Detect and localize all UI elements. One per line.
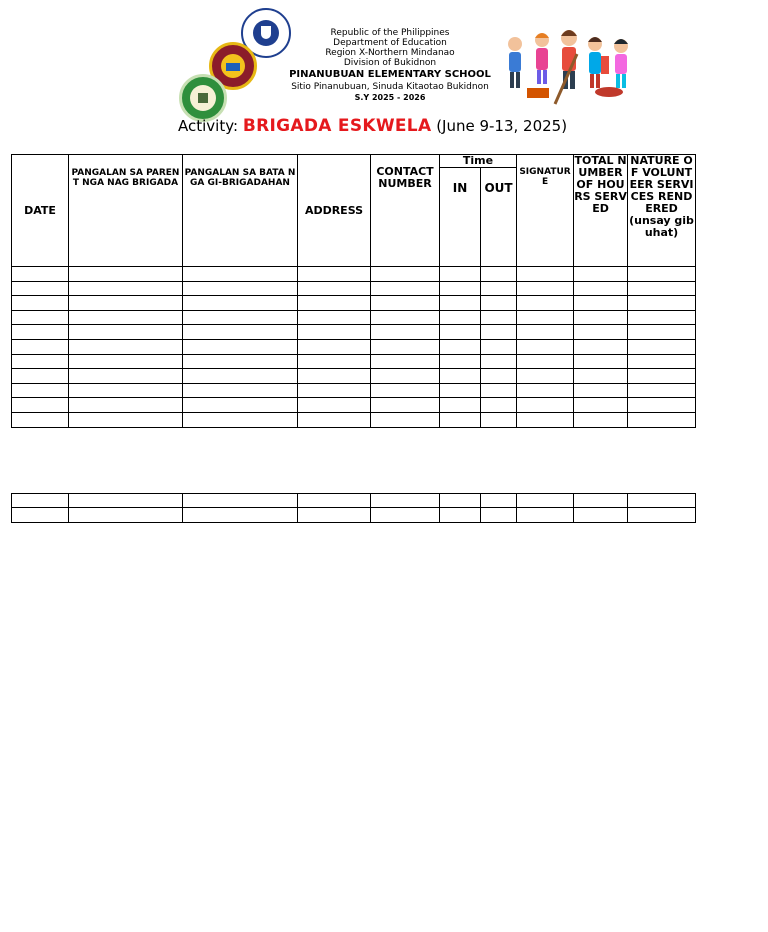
table-cell[interactable]	[517, 310, 574, 325]
brigada-kids-illustration	[497, 26, 647, 110]
table-cell[interactable]	[481, 398, 517, 413]
table-cell[interactable]	[440, 383, 481, 398]
table-cell[interactable]	[298, 310, 371, 325]
table-cell[interactable]	[371, 339, 440, 354]
table-cell[interactable]	[371, 508, 440, 522]
table-cell[interactable]	[12, 369, 69, 384]
table-cell[interactable]	[517, 325, 574, 340]
table-cell[interactable]	[69, 325, 183, 340]
table-cell[interactable]	[183, 296, 298, 311]
table-cell[interactable]	[628, 325, 696, 340]
table-cell[interactable]	[12, 398, 69, 413]
table-cell[interactable]	[517, 494, 574, 508]
table-cell[interactable]	[628, 296, 696, 311]
table-cell[interactable]	[371, 494, 440, 508]
table-cell[interactable]	[298, 354, 371, 369]
table-row	[12, 494, 696, 508]
table-cell[interactable]	[628, 412, 696, 427]
table-cell[interactable]	[481, 354, 517, 369]
col-header-nature	[628, 155, 696, 267]
table-cell[interactable]	[517, 369, 574, 384]
table-cell[interactable]	[481, 508, 517, 522]
table-cell[interactable]	[298, 267, 371, 282]
table-cell[interactable]	[12, 281, 69, 296]
table-cell[interactable]	[371, 310, 440, 325]
table-cell[interactable]	[574, 339, 628, 354]
table-cell[interactable]	[574, 383, 628, 398]
table-cell[interactable]	[183, 267, 298, 282]
table-cell[interactable]	[517, 267, 574, 282]
table-cell[interactable]	[371, 398, 440, 413]
table-cell[interactable]	[12, 267, 69, 282]
table-cell[interactable]	[628, 383, 696, 398]
table-cell[interactable]	[440, 296, 481, 311]
col-header-child: PANGALAN SA BATA NGA GI-BRIGADAHAN	[183, 155, 298, 267]
col-header-time: Time	[440, 155, 517, 168]
table-cell[interactable]	[183, 398, 298, 413]
activity-prefix: Activity:	[178, 117, 239, 135]
col-header-signature: SIGNATURE	[517, 155, 574, 267]
table-cell[interactable]	[183, 310, 298, 325]
nature-note: (unsay gibuhat)	[629, 214, 694, 239]
table-row	[12, 369, 696, 384]
nature-label: NATURE OF VOLUNTEER SERVICES RENDERED	[629, 154, 694, 215]
table-cell[interactable]	[440, 339, 481, 354]
table-cell[interactable]	[517, 339, 574, 354]
activity-name: BRIGADA ESKWELA	[242, 116, 432, 136]
table-cell[interactable]	[298, 369, 371, 384]
table-cell[interactable]	[574, 494, 628, 508]
header-school-address: Sitio Pinanubuan, Sinuda Kitaotao Bukidnon	[291, 82, 489, 92]
table-row	[12, 267, 696, 282]
table-row	[12, 325, 696, 340]
header-department: Department of Education	[333, 38, 447, 48]
table-cell[interactable]	[517, 412, 574, 427]
col-header-time-in: IN	[440, 168, 481, 267]
table-cell[interactable]	[628, 398, 696, 413]
table-row	[12, 398, 696, 413]
table-cell[interactable]	[574, 369, 628, 384]
table-cell[interactable]	[440, 508, 481, 522]
table-cell[interactable]	[183, 281, 298, 296]
table-cell[interactable]	[574, 325, 628, 340]
table-cell[interactable]	[12, 494, 69, 508]
col-header-date: DATE	[12, 155, 69, 267]
header-division: Division of Bukidnon	[343, 58, 437, 68]
table-cell[interactable]	[183, 369, 298, 384]
header-school-year: S.Y 2025 - 2026	[354, 93, 426, 102]
table-cell[interactable]	[481, 412, 517, 427]
table-cell[interactable]	[440, 398, 481, 413]
table-cell[interactable]	[628, 494, 696, 508]
table-cell[interactable]	[440, 325, 481, 340]
table-cell[interactable]	[628, 339, 696, 354]
table-cell[interactable]	[517, 281, 574, 296]
table-cell[interactable]	[440, 310, 481, 325]
table-cell[interactable]	[12, 383, 69, 398]
col-header-parent: PANGALAN SA PARENT NGA NAG BRIGADA	[69, 155, 183, 267]
table-cell[interactable]	[69, 494, 183, 508]
table-cell[interactable]	[69, 508, 183, 522]
table-cell[interactable]	[440, 412, 481, 427]
table-cell[interactable]	[183, 412, 298, 427]
table-cell[interactable]	[628, 508, 696, 522]
table-cell[interactable]	[481, 494, 517, 508]
table-cell[interactable]	[371, 325, 440, 340]
table-cell[interactable]	[298, 296, 371, 311]
table-cell[interactable]	[12, 354, 69, 369]
table-cell[interactable]	[481, 281, 517, 296]
table-row	[12, 281, 696, 296]
table-cell[interactable]	[183, 354, 298, 369]
table-cell[interactable]	[574, 267, 628, 282]
table-cell[interactable]	[69, 354, 183, 369]
table-cell[interactable]	[12, 325, 69, 340]
table-cell[interactable]	[517, 296, 574, 311]
table-cell[interactable]	[481, 383, 517, 398]
table-cell[interactable]	[183, 325, 298, 340]
table-row	[12, 383, 696, 398]
table-cell[interactable]	[440, 369, 481, 384]
table-cell[interactable]	[69, 398, 183, 413]
table-cell[interactable]	[69, 267, 183, 282]
table-cell[interactable]	[440, 267, 481, 282]
table-cell[interactable]	[298, 412, 371, 427]
table-cell[interactable]	[12, 339, 69, 354]
table-cell[interactable]	[574, 296, 628, 311]
col-header-contact: CONTACT NUMBER	[371, 155, 440, 267]
table-cell[interactable]	[298, 508, 371, 522]
table-cell[interactable]	[69, 281, 183, 296]
table-cell[interactable]	[517, 354, 574, 369]
table-cell[interactable]	[371, 383, 440, 398]
col-header-hours: TOTAL NUMBER OF HOURS SERVED	[574, 155, 628, 267]
table-row	[12, 296, 696, 311]
table-cell[interactable]	[183, 494, 298, 508]
col-header-address: ADDRESS	[298, 155, 371, 267]
table-cell[interactable]	[440, 354, 481, 369]
table-cell[interactable]	[517, 508, 574, 522]
table-cell[interactable]	[371, 267, 440, 282]
activity-dates: (June 9-13, 2025)	[436, 117, 568, 135]
table-cell[interactable]	[481, 310, 517, 325]
header-school-name: PINANUBUAN ELEMENTARY SCHOOL	[289, 69, 491, 80]
table-row	[12, 354, 696, 369]
table-cell[interactable]	[298, 281, 371, 296]
table-cell[interactable]	[628, 281, 696, 296]
table-cell[interactable]	[440, 494, 481, 508]
table-cell[interactable]	[298, 398, 371, 413]
table-row	[12, 339, 696, 354]
table-row	[12, 412, 696, 427]
col-header-time-out: OUT	[481, 168, 517, 267]
table-cell[interactable]	[183, 339, 298, 354]
table-cell[interactable]	[628, 267, 696, 282]
table-cell[interactable]	[481, 325, 517, 340]
table-cell[interactable]	[12, 508, 69, 522]
table-cell[interactable]	[183, 508, 298, 522]
table-cell[interactable]	[371, 412, 440, 427]
activity-line	[178, 114, 567, 138]
table-cell[interactable]	[574, 398, 628, 413]
table-cell[interactable]	[298, 383, 371, 398]
table-cell[interactable]	[298, 339, 371, 354]
table-cell[interactable]	[481, 339, 517, 354]
table-cell[interactable]	[481, 296, 517, 311]
table-cell[interactable]	[12, 310, 69, 325]
table-cell[interactable]	[183, 383, 298, 398]
table-cell[interactable]	[69, 339, 183, 354]
table-cell[interactable]	[574, 412, 628, 427]
table-cell[interactable]	[371, 354, 440, 369]
table-cell[interactable]	[574, 310, 628, 325]
table-cell[interactable]	[628, 369, 696, 384]
table-cell[interactable]	[371, 369, 440, 384]
table-cell[interactable]	[371, 296, 440, 311]
table-cell[interactable]	[298, 325, 371, 340]
table-cell[interactable]	[12, 412, 69, 427]
table-cell[interactable]	[12, 296, 69, 311]
header-region: Region X-Northern Mindanao	[325, 48, 455, 58]
header-republic: Republic of the Philippines	[330, 28, 450, 38]
table-cell[interactable]	[517, 398, 574, 413]
table-cell[interactable]	[481, 267, 517, 282]
table-cell[interactable]	[628, 354, 696, 369]
table-row	[12, 508, 696, 522]
table-cell[interactable]	[298, 494, 371, 508]
table-cell[interactable]	[481, 369, 517, 384]
attendance-table-continued	[11, 493, 696, 523]
table-cell[interactable]	[440, 281, 481, 296]
table-cell[interactable]	[574, 281, 628, 296]
table-cell[interactable]	[371, 281, 440, 296]
table-cell[interactable]	[69, 369, 183, 384]
table-cell[interactable]	[69, 310, 183, 325]
table-cell[interactable]	[574, 354, 628, 369]
table-cell[interactable]	[69, 412, 183, 427]
table-cell[interactable]	[69, 383, 183, 398]
table-cell[interactable]	[628, 310, 696, 325]
attendance-table	[11, 154, 696, 428]
table-cell[interactable]	[574, 508, 628, 522]
table-cell[interactable]	[69, 296, 183, 311]
table-cell[interactable]	[517, 383, 574, 398]
table-row	[12, 310, 696, 325]
